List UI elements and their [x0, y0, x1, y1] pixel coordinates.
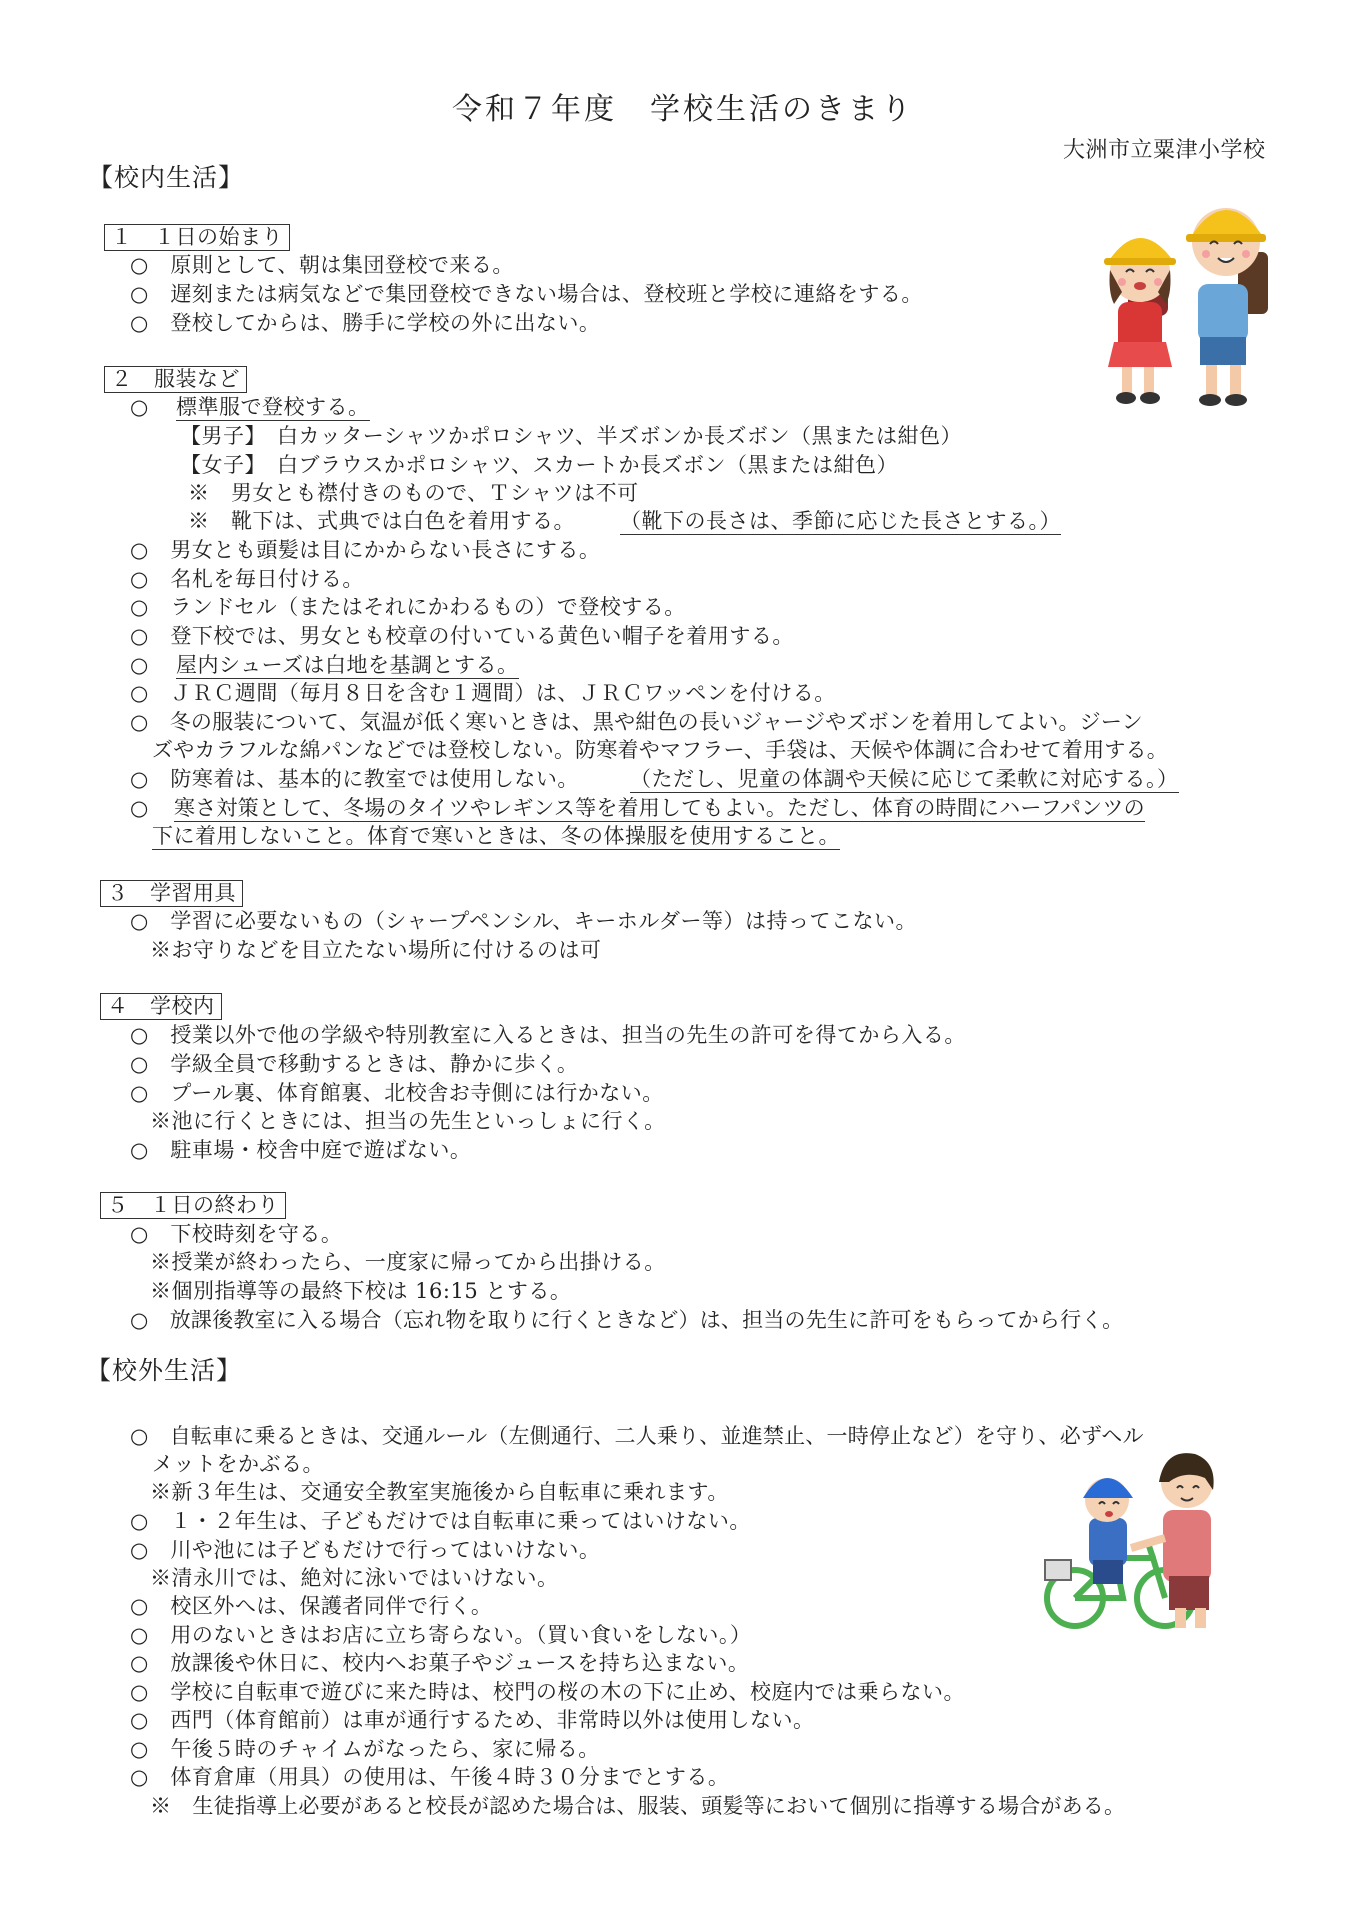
- children-commuting-illustration: [1088, 192, 1283, 412]
- list-item: ○ 名札を毎日付ける。: [130, 567, 364, 591]
- note: ※授業が終わったら、一度家に帰ってから出掛ける。: [150, 1250, 666, 1274]
- section-2-heading: ２ 服装など: [104, 366, 247, 393]
- list-item: ○ 冬の服装について、気温が低く寒いときは、黒や紺色の長いジャージやズボンを着用してよい。ジーン: [130, 710, 1143, 734]
- school-name: 大洲市立粟津小学校: [1063, 138, 1266, 163]
- boy-figure: [1186, 208, 1268, 406]
- section-heading-school-life: 【校内生活】: [88, 163, 245, 192]
- list-item: ○ 午後５時のチャイムがなったら、家に帰る。: [130, 1737, 600, 1761]
- list-item: ○ 学級全員で移動するときは、静かに歩く。: [130, 1052, 579, 1076]
- list-item: ○ 男女とも頭髪は目にかからない長さにする。: [130, 538, 601, 562]
- list-item: ○ 駐車場・校舎中庭で遊ばない。: [130, 1138, 472, 1162]
- section-4-heading: ４ 学校内: [100, 993, 222, 1020]
- section-heading-outside: 【校外生活】: [86, 1356, 243, 1385]
- list-item: ○ １・２年生は、子どもだけでは自転車に乗ってはいけない。: [130, 1509, 751, 1533]
- list-item: ○ 登校してからは、勝手に学校の外に出ない。: [130, 311, 601, 335]
- list-item-cont: メットをかぶる。: [152, 1452, 324, 1476]
- list-item-underlined: 標準服で登校する。: [176, 395, 370, 419]
- final-note: ※ 生徒指導上必要があると校長が認めた場合は、服装、頭髪等において個別に指導する場合がある。: [150, 1794, 1126, 1818]
- list-item: ○ 遅刻または病気などで集団登校できない場合は、登校班と学校に連絡をする。: [130, 282, 923, 306]
- list-item-underlined: 下に着用しないこと。体育で寒いときは、冬の体操服を使用すること。: [152, 824, 840, 848]
- note-underlined: （靴下の長さは、季節に応じた長さとする。）: [620, 509, 1061, 533]
- list-item: ○ 学校に自転車で遊びに来た時は、校門の桜の木の下に止め、校庭内では乗らない。: [130, 1680, 965, 1704]
- list-item: ○ 校区外へは、保護者同伴で行く。: [130, 1594, 493, 1618]
- parent-figure: [1131, 1453, 1214, 1628]
- note: ※ 男女とも襟付きのもので、Ｔシャツは不可: [188, 481, 639, 505]
- section-3-heading: ３ 学習用具: [100, 880, 243, 907]
- list-item: ○ ＪＲＣ週間（毎月８日を含む１週間）は、ＪＲＣワッペンを付ける。: [130, 681, 836, 705]
- list-item: ○ 西門（体育館前）は車が通行するため、非常時以外は使用しない。: [130, 1708, 815, 1732]
- list-item: ○ 体育倉庫（用具）の使用は、午後４時３０分までとする。: [130, 1765, 730, 1789]
- note: ※新３年生は、交通安全教室実施後から自転車に乗れます。: [150, 1480, 729, 1504]
- section-1-heading: １ １日の始まり: [104, 224, 290, 251]
- list-item: ○ 学習に必要ないもの（シャープペンシル、キーホルダー等）は持ってこない。: [130, 909, 917, 933]
- note: ※池に行くときには、担当の先生といっしょに行く。: [150, 1109, 666, 1133]
- list-item: ○ 放課後教室に入る場合（忘れ物を取りに行くときなど）は、担当の先生に許可をもらってから行く。: [130, 1308, 1124, 1332]
- list-item-underlined: （ただし、児童の体調や天候に応じて柔軟に対応する。）: [630, 767, 1179, 791]
- list-item: ○ プール裏、体育館裏、北校舎お寺側には行かない。: [130, 1081, 664, 1105]
- list-item: ○ 登下校では、男女とも校章の付いている黄色い帽子を着用する。: [130, 624, 794, 648]
- list-item: ○ 防寒着は、基本的に教室では使用しない。: [130, 767, 579, 791]
- list-item-cont: ズやカラフルな綿パンなどでは登校しない。防寒着やマフラー、手袋は、天候や体調に合わせて着用する。: [152, 738, 1168, 762]
- list-item: ○ ランドセル（またはそれにかわるもの）で登校する。: [130, 595, 686, 619]
- girl-figure: [1104, 238, 1176, 404]
- dress-girls: 【女子】 白ブラウスかポロシャツ、スカートか長ズボン（黒または紺色）: [180, 453, 898, 477]
- list-item-bullet: ○: [130, 796, 149, 820]
- section-5-heading: ５ １日の終わり: [100, 1192, 286, 1219]
- list-item-bullet: ○: [130, 653, 149, 677]
- child-figure: [1083, 1478, 1133, 1584]
- list-item: ○ 自転車に乗るときは、交通ルール（左側通行、二人乗り、並進禁止、一時停止など）を守り、必ずヘル: [130, 1424, 1144, 1448]
- list-item: ○ 原則として、朝は集団登校で来る。: [130, 253, 514, 277]
- dress-boys: 【男子】 白カッターシャツかポロシャツ、半ズボンか長ズボン（黒または紺色）: [180, 424, 963, 448]
- list-item-underlined: 寒さ対策として、冬場のタイツやレギンス等を着用してもよい。ただし、体育の時間にハーフパンツの: [174, 796, 1145, 820]
- note: ※お守りなどを目立たない場所に付けるのは可: [150, 938, 602, 962]
- list-item: ○ 川や池には子どもだけで行ってはいけない。: [130, 1538, 601, 1562]
- list-item: ○ 下校時刻を守る。: [130, 1222, 343, 1246]
- note: ※ 靴下は、式典では白色を着用する。: [188, 509, 575, 533]
- list-item: ○ 授業以外で他の学級や特別教室に入るときは、担当の先生の許可を得てから入る。: [130, 1023, 966, 1047]
- list-item: ○ 放課後や休日に、校内へお菓子やジュースを持ち込まない。: [130, 1651, 750, 1675]
- note: ※清永川では、絶対に泳いではいけない。: [150, 1566, 559, 1590]
- note: ※個別指導等の最終下校は 16:15 とする。: [150, 1279, 572, 1303]
- list-item: ○ 用のないときはお店に立ち寄らない。（買い食いをしない。）: [130, 1623, 752, 1647]
- list-item-underlined: 屋内シューズは白地を基調とする。: [176, 653, 519, 677]
- list-item-bullet: ○: [130, 395, 149, 419]
- page-title: 令和７年度 学校生活のきまり: [452, 92, 914, 127]
- bicycle-practice-illustration: [1035, 1448, 1240, 1633]
